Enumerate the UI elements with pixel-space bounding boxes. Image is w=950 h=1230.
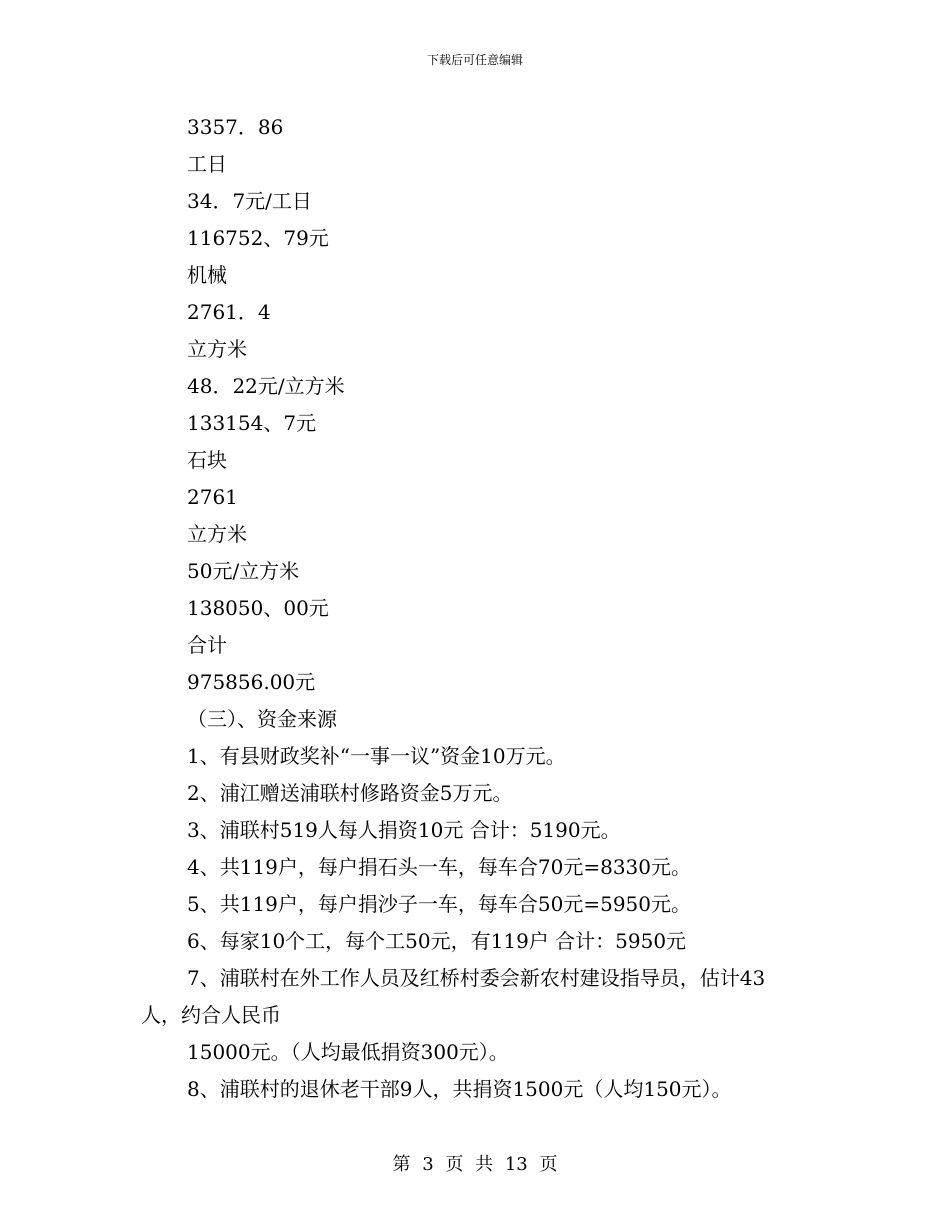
body-line: 合计 [187, 633, 227, 657]
body-line: 3357．86 [187, 115, 284, 139]
list-item: 4、共119户，每户捐石头一车，每车合70元=8330元。 [187, 855, 692, 879]
body-line: 2761．4 [187, 300, 271, 324]
body-line: 工日 [187, 152, 227, 176]
body-line: 138050、00元 [187, 596, 329, 620]
list-item: 2、浦江赠送浦联村修路资金5万元。 [187, 781, 513, 805]
body-line: 133154、7元 [187, 411, 317, 435]
page-number: 第 3 页 共 13 页 [392, 1154, 558, 1175]
body-line: 立方米 [187, 522, 247, 546]
list-item-continuation: 人，约合人民币 [141, 1003, 281, 1027]
body-line: 34．7元/工日 [187, 189, 312, 213]
list-item: 7、浦联村在外工作人员及红桥村委会新农村建设指导员，估计43 [187, 966, 766, 990]
body-line: 石块 [187, 448, 227, 472]
list-item-continuation: 15000元。（人均最低捐资300元）。 [187, 1040, 509, 1064]
page-header: 下载后可任意编辑 [426, 53, 523, 67]
list-item: 8、浦联村的退休老干部9人，共捐资1500元（人均150元）。 [187, 1077, 732, 1101]
section-heading: （三）、资金来源 [187, 707, 337, 731]
list-item: 1、有县财政奖补“一事一议”资金10万元。 [187, 744, 566, 768]
body-line: 50元/立方米 [187, 559, 300, 583]
body-line: 立方米 [187, 337, 247, 361]
list-item: 3、浦联村519人每人捐资10元 合计：5190元。 [187, 818, 621, 842]
body-line: 975856.00元 [187, 670, 316, 694]
body-line: 48．22元/立方米 [187, 374, 345, 398]
body-line: 116752、79元 [187, 226, 329, 250]
body-line: 2761 [187, 485, 238, 509]
list-item: 5、共119户，每户捐沙子一车，每车合50元=5950元。 [187, 892, 692, 916]
list-item: 6、每家10个工，每个工50元，有119户 合计：5950元 [187, 929, 687, 953]
body-line: 机械 [187, 263, 227, 287]
